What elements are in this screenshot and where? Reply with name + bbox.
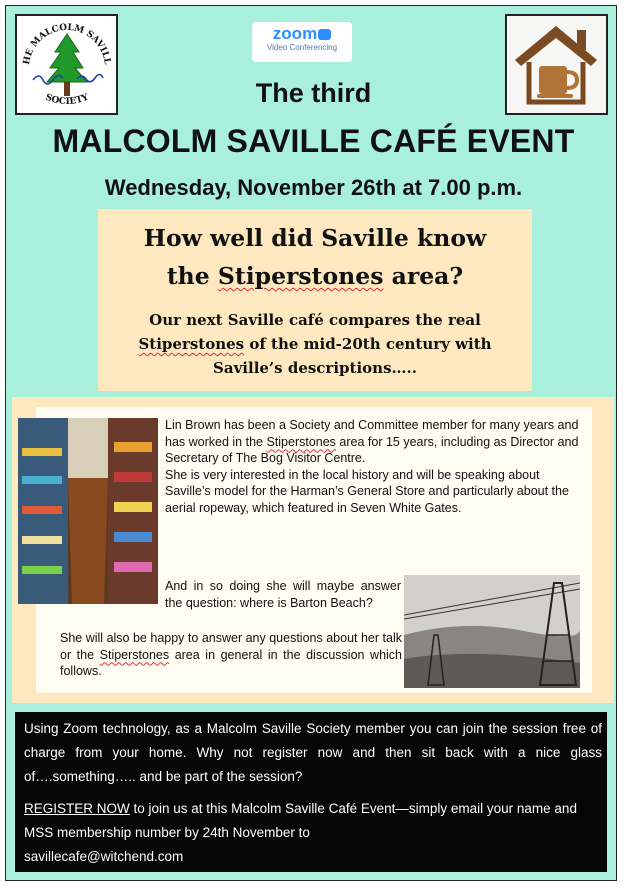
topic-title	[98, 219, 532, 295]
topic-title-line-1: How well did Saville know	[143, 224, 487, 252]
svg-text:THE MALCOLM SAVILLE: HE MALCOLM SAVILL	[22, 22, 112, 66]
topic-description-line-2: Stiperstones of the mid-20th century with	[138, 335, 492, 353]
topic-title-line-2: the Stiperstones area?	[166, 262, 464, 290]
speaker-bio-intro	[165, 417, 585, 516]
speaker-bio-paragraph-3: And in so doing she will maybe answer the question: where is Barton Beach?	[165, 579, 401, 610]
event-ordinal-heading: The third	[255, 78, 372, 108]
zoom-tagline: Video Conferencing	[266, 43, 338, 52]
event-title: MALCOLM SAVILLE CAFÉ EVENT	[52, 123, 575, 159]
topic-description-line-3: Saville’s descriptions…..	[213, 359, 417, 377]
zoom-camera-icon	[318, 29, 331, 40]
topic-description	[98, 308, 532, 380]
speaker-bio-paragraph-4: She will also be happy to answer any questions about her talk or the Stiperstones area in general in the discussion which follows.	[60, 631, 403, 678]
stiperstones-word: Stiperstones	[99, 647, 170, 662]
stiperstones-word: Stiperstones	[138, 335, 245, 353]
register-instructions: REGISTER NOW to join us at this Malcolm Saville Café Event—simply email your name and MSS membership number by 24th November to savillecafe@witchend.com	[24, 801, 577, 864]
register-email-link[interactable]: savillecafe@witchend.com	[24, 849, 184, 864]
general-store-photo	[18, 418, 158, 604]
zoom-wordmark: zoom	[272, 24, 318, 43]
zoom-logo	[252, 22, 352, 62]
stiperstones-word: Stiperstones	[266, 434, 336, 449]
svg-text:SOCIETY: SOCIETY	[43, 92, 91, 108]
aerial-ropeway-photo	[404, 575, 580, 688]
stiperstones-word: Stiperstones	[217, 262, 384, 290]
event-date: Wednesday, November 26th at 7.00 p.m.	[104, 175, 523, 200]
speaker-bio-paragraph-1: Lin Brown has been a Society and Committee member for many years and has worked in the Stiperstones area for 15 years, including as Director and Secretary of The Bog Visitor Centre.	[165, 418, 579, 465]
register-now-link[interactable]: REGISTER NOW	[24, 801, 130, 816]
topic-description-line-1: Our next Saville café compares the real	[149, 311, 481, 329]
speaker-bio-paragraph-2: She is very interested in the local history and will be speaking about Saville’s model for the Harman’s General Store and particularly about the aerial ropeway, which featured in Seven White Gates.	[165, 467, 569, 515]
zoom-info-text: Using Zoom technology, as a Malcolm Saville Society member you can join the session free of charge from your home. Why not register now and then sit back with a nice glass of….something….. and be part of the session?	[24, 721, 602, 784]
